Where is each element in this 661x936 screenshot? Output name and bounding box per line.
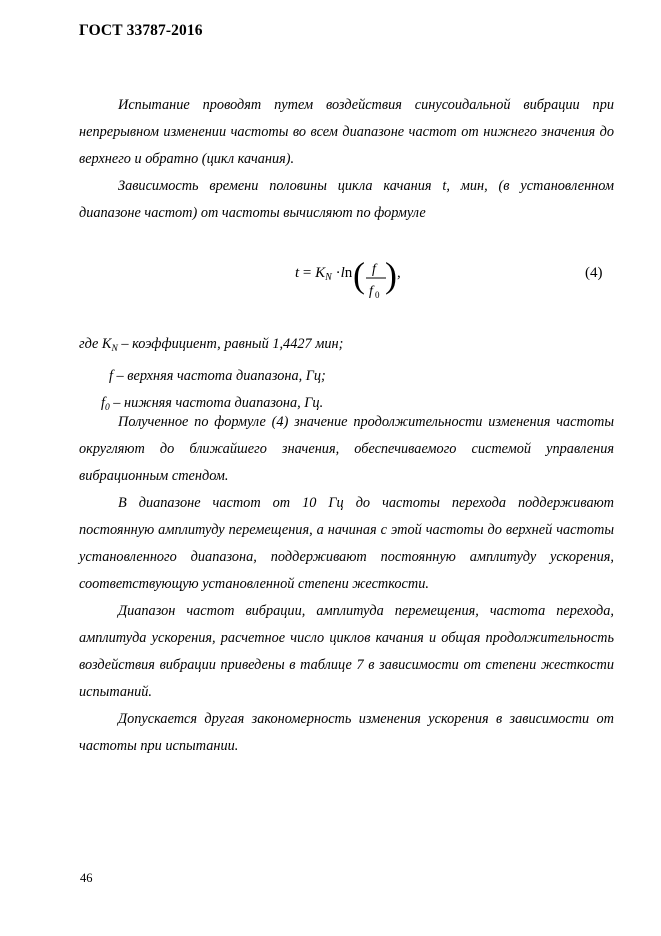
formula-coef-sub: N (325, 272, 332, 283)
paragraph-other-law: Допускается другая закономерность изменения ускорения в зависимости от частоты при испытании. (79, 711, 614, 754)
definition-f0-sub: 0 (104, 403, 110, 413)
document-header: ГОСТ 33787-2016 (79, 22, 203, 39)
paragraph-amplitude: В диапазоне частот от 10 Гц до частоты перехода поддерживают постоянную амплитуду перемещения, а начиная с этой частоты до верхней частоты установленного диапазона, поддерживают постоянную амплитуду ускорения, соответствующую установленной степени жесткости. (79, 495, 614, 592)
definition-kn (79, 331, 614, 363)
formula-ln-n: n (344, 265, 353, 281)
right-paren: ) (385, 255, 397, 295)
formula-comma: , (397, 265, 401, 281)
fraction-denominator-sub: 0 (375, 290, 380, 300)
paragraph-table-reference: Диапазон частот вибрации, амплитуда перемещения, частота перехода, амплитуда ускорения, расчетное число циклов качания и общая продолжительность воздействия вибрации приведены в таблице 7 в зависимости от степени жесткости испытаний. (79, 603, 614, 700)
formula-ln-l: l (340, 265, 345, 281)
definition-kn-text: – коэффициент, равный 1,4427 мин; (117, 336, 344, 352)
equation-number: (4) (585, 265, 603, 281)
definition-f0-text: – нижняя частота диапазона, Гц. (109, 395, 324, 411)
definition-f0-symbol: f (101, 395, 105, 411)
fraction (366, 259, 386, 301)
definition-kn-symbol: где K (79, 336, 112, 352)
paragraph-test-method: Испытание проводят путем воздействия синусоидальной вибрации при непрерывном изменении частоты во всем диапазоне частот от нижнего значения до верхнего и обратно (цикл качания). (79, 97, 614, 167)
definition-f: f – верхняя частота диапазона, Гц; (109, 368, 326, 384)
left-paren: ( (353, 255, 365, 295)
formula-lhs: t (295, 265, 300, 281)
formula-coef: K (315, 265, 326, 281)
paragraph-rounding: Полученное по формуле (4) значение продолжительности изменения частоты округляют до ближайшего значения, обеспечиваемого системой управления вибрационным стендом. (79, 414, 614, 484)
fraction-denominator: f (369, 284, 373, 299)
formula-4 (295, 257, 615, 301)
paragraph-time-dependence: Зависимость времени половины цикла качания t, мин, (в установленном диапазоне частот) от частоты вычисляют по формуле (79, 178, 614, 221)
fraction-numerator: f (372, 262, 376, 277)
formula-expression (295, 265, 352, 283)
formula-equals: = (299, 265, 316, 281)
main-text (79, 409, 614, 760)
intro-text (79, 92, 614, 227)
definition-kn-sub: N (111, 344, 118, 354)
formula-dot: · (331, 265, 341, 281)
page-number: 46 (80, 871, 93, 885)
